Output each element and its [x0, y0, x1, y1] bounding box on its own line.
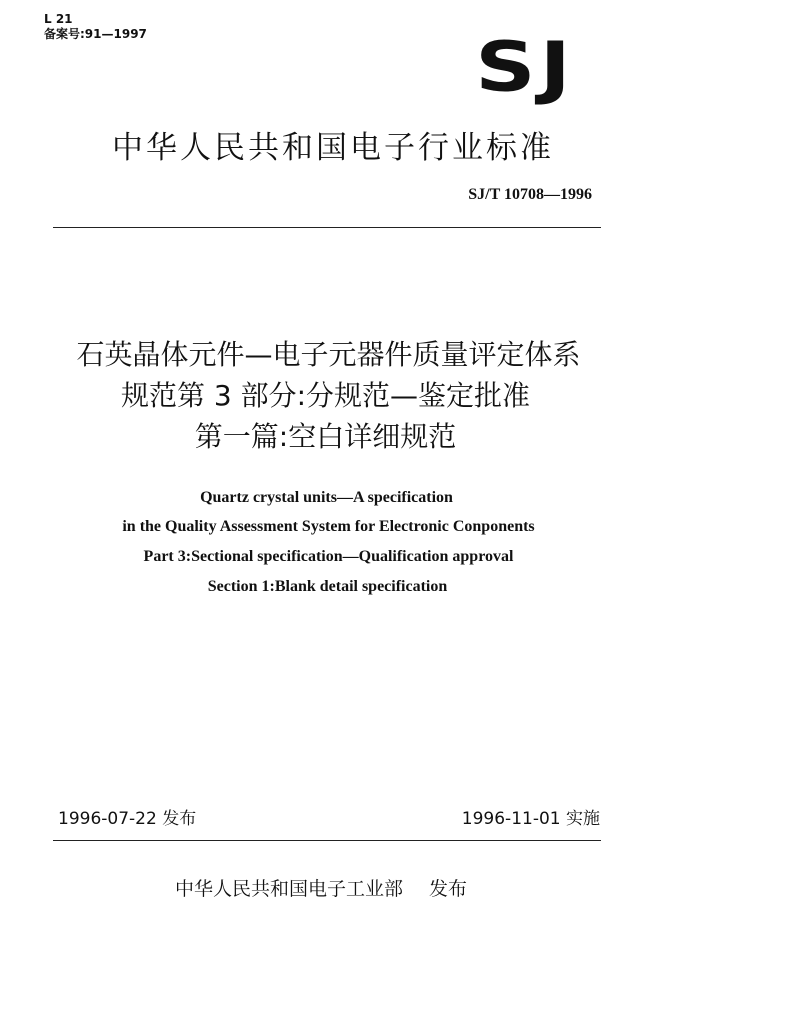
top-divider	[53, 227, 601, 228]
implementation-date: 1996-11-01 实施	[461, 809, 600, 829]
title-en-line-4: Section 1:Blank detail specification	[207, 578, 448, 595]
classification-code: L 21	[44, 12, 73, 26]
issuer-name: 中华人民共和国电子工业部	[175, 878, 404, 900]
sj-logo: SJ	[475, 26, 575, 107]
title-en-line-2: in the Quality Assessment System for Electronic Conponents	[122, 518, 535, 535]
title-cn-line-3: 第一篇:空白详细规范	[194, 420, 457, 453]
standard-code: SJ/T 10708—1996	[468, 186, 592, 203]
title-en-line-1: Quartz crystal units—A specification	[200, 489, 453, 506]
issuer	[175, 875, 467, 903]
title-cn-line-1: 石英晶体元件—电子元器件质量评定体系	[76, 338, 581, 371]
issuer-action: 发布	[429, 878, 468, 900]
organization-heading: 中华人民共和国电子行业标准	[112, 130, 554, 166]
record-number: 备案号:91—1997	[44, 27, 147, 41]
issue-date: 1996-07-22 发布	[58, 809, 197, 829]
title-en-line-3: Part 3:Sectional specification—Qualification approval	[143, 548, 514, 565]
bottom-divider	[53, 840, 601, 841]
title-cn-line-2: 规范第 3 部分:分规范—鉴定批准	[120, 379, 531, 412]
